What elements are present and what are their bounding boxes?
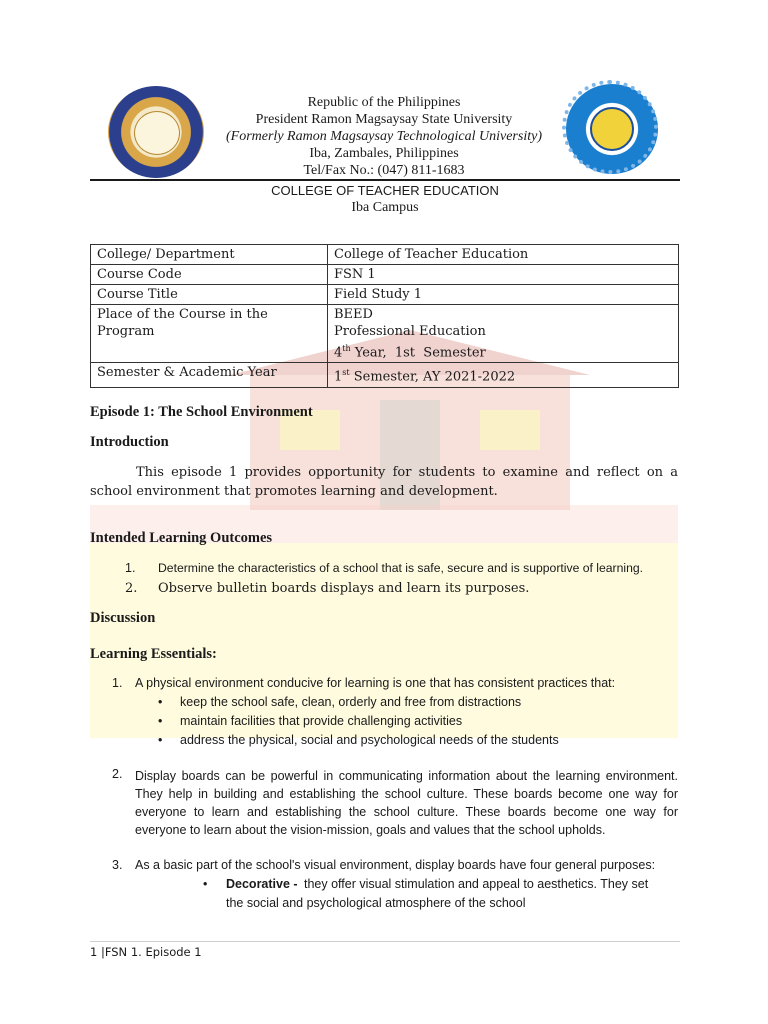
college-seal-icon <box>566 84 658 174</box>
table-value <box>328 305 679 363</box>
table-key: College/ Department <box>91 245 328 265</box>
program-line: BEED <box>334 307 373 322</box>
table-key: Course Title <box>91 285 328 305</box>
header-line-formerly: (Formerly Ramon Magsaysay Technological University) <box>226 129 542 144</box>
bullet-icon: • <box>158 714 163 728</box>
table-key: Course Code <box>91 265 328 285</box>
list-item: A physical environment conducive for learning is one that has consistent practices that: <box>135 676 616 690</box>
semester-number: 1 <box>334 369 343 385</box>
course-info-table <box>90 244 679 388</box>
essentials-item-2-text: Display boards can be powerful in communicating information about the learning environment. They help in building and establishing the school culture. These boards become one way for everyone to learn and establishing the school culture. These boards become one way for everyone to learn about the vision-mission, goals and values that the school upholds. <box>135 769 678 837</box>
header-line-address: Iba, Zambales, Philippines <box>309 146 459 161</box>
episode-title: Episode 1: The School Environment <box>90 404 313 420</box>
list-number: 3. <box>112 858 123 872</box>
program-line: Professional Education <box>334 324 486 339</box>
year-number: 4 <box>334 345 343 361</box>
college-title: COLLEGE OF TEACHER EDUCATION <box>271 183 499 198</box>
list-number: 1. <box>125 561 136 575</box>
bullet-text: they offer visual stimulation and appeal to aesthetics. They set <box>304 877 649 891</box>
essentials-item-3 <box>90 858 680 918</box>
university-seal-icon <box>108 86 204 178</box>
outcomes-list <box>90 561 680 601</box>
bullet-icon: • <box>158 733 163 747</box>
introduction-text: This episode 1 provides opportunity for students to examine and reflect on a school environment that promotes learning and development. <box>90 465 678 499</box>
list-number: 1. <box>112 676 123 690</box>
footer-rule <box>90 941 680 942</box>
bullet-item: maintain facilities that provide challenging activities <box>180 714 463 728</box>
header-line-university: President Ramon Magsaysay State University <box>255 112 513 127</box>
campus-title: Iba Campus <box>351 200 419 215</box>
outcomes-heading: Intended Learning Outcomes <box>90 530 273 546</box>
table-row <box>91 285 679 305</box>
list-item: Observe bulletin boards displays and learn its purposes. <box>158 581 530 596</box>
table-value: Field Study 1 <box>328 285 679 305</box>
year-text: Year, 1st Semester <box>350 345 486 361</box>
discussion-heading: Discussion <box>90 610 156 626</box>
table-value <box>328 363 679 387</box>
list-item: Determine the characteristics of a school that is safe, secure and is supportive of learning. <box>158 561 644 575</box>
introduction-heading: Introduction <box>90 434 169 450</box>
list-item: As a basic part of the school's visual environment, display boards have four general purposes: <box>135 858 656 872</box>
list-number: 2. <box>112 767 123 781</box>
bullet-label: Decorative - <box>226 877 298 891</box>
table-key: Place of the Course in the Program <box>91 305 328 363</box>
essentials-item-1 <box>90 676 680 756</box>
program-line <box>334 340 672 361</box>
bullet-icon: • <box>158 695 163 709</box>
header-rule <box>90 179 680 181</box>
bullet-icon: • <box>203 877 208 891</box>
table-row <box>91 245 679 265</box>
list-number: 2. <box>125 581 138 596</box>
header-line-telfax: Tel/Fax No.: (047) 811-1683 <box>303 163 465 178</box>
table-row <box>91 305 679 363</box>
bullet-item: keep the school safe, clean, orderly and free from distractions <box>180 695 522 709</box>
learning-essentials-heading: Learning Essentials: <box>90 646 217 662</box>
bullet-item: address the physical, social and psychological needs of the students <box>180 733 559 747</box>
table-value: FSN 1 <box>328 265 679 285</box>
table-value: College of Teacher Education <box>328 245 679 265</box>
header-line-republic: Republic of the Philippines <box>307 95 461 110</box>
semester-suffix: st <box>342 368 350 378</box>
page-footer: 1 |FSN 1. Episode 1 <box>90 945 202 959</box>
semester-text: Semester, AY 2021-2022 <box>349 369 516 385</box>
table-row <box>91 363 679 387</box>
table-row <box>91 265 679 285</box>
bullet-text-continued: the social and psychological atmosphere of the school <box>226 896 526 910</box>
table-key: Semester & Academic Year <box>91 363 328 387</box>
year-suffix: th <box>342 344 351 353</box>
